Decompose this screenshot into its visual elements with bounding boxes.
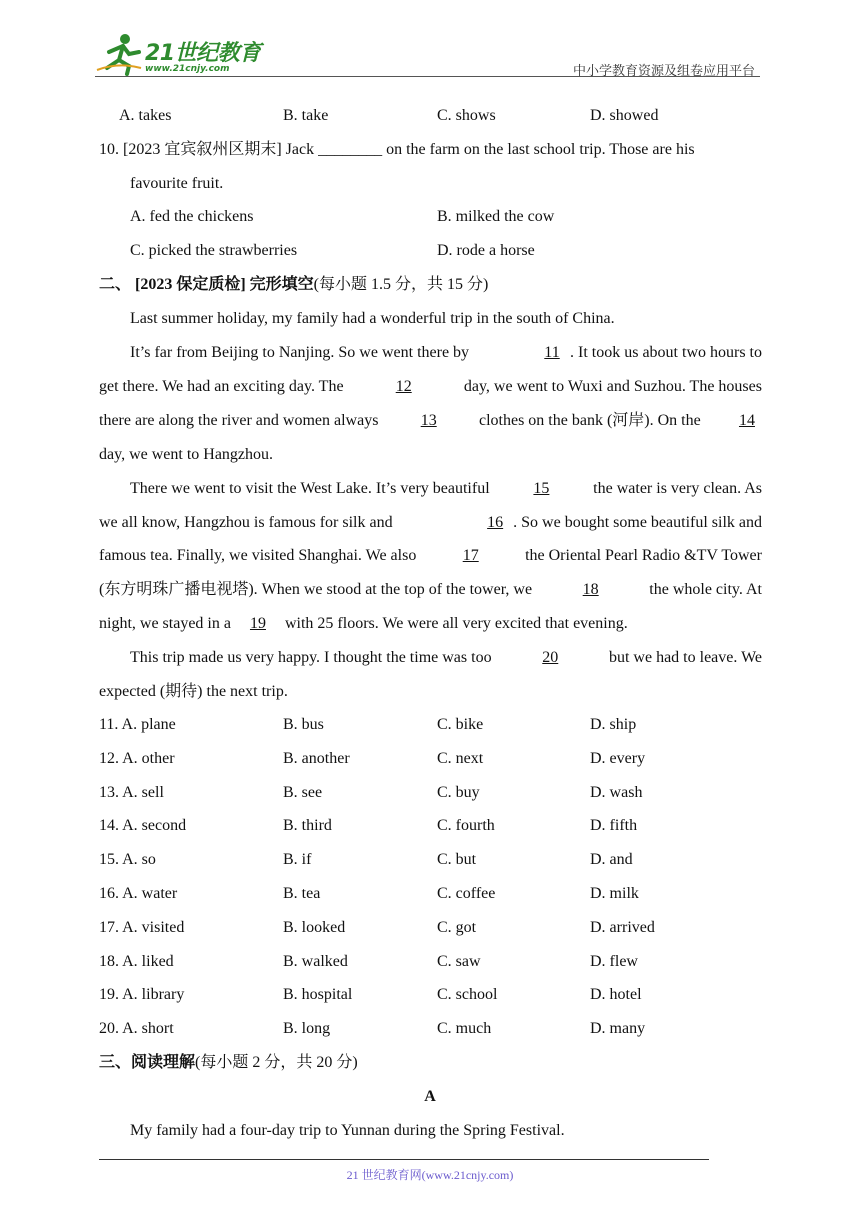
section2-heading — [99, 275, 488, 295]
passage-line — [130, 648, 762, 668]
answer-option: D. hotel — [590, 986, 642, 1003]
answer-option: B. see — [283, 784, 323, 801]
answer-option: D. wash — [590, 784, 643, 801]
answer-option: D. flew — [590, 953, 638, 970]
passage-text: . It took us about two hours to — [570, 344, 762, 361]
q10-option-a: A. fed the chickens — [130, 208, 254, 225]
passage-text: (东方明珠广播电视塔). When we stood at the top of the tower, we — [99, 581, 533, 598]
answer-option: 19. A. library — [99, 986, 185, 1003]
answer-option: 17. A. visited — [99, 919, 185, 936]
footer-divider — [99, 1159, 709, 1160]
section3-score: (每小题 2 分，共 20 分) — [195, 1054, 358, 1071]
passage-line — [99, 614, 628, 634]
answer-option: B. looked — [283, 919, 346, 936]
passage-text: It’s far from Beijing to Nanjing. So we went there by — [130, 344, 470, 361]
logo-url: www.21cnjy.com — [145, 64, 230, 74]
blank-16: 16 — [487, 514, 504, 531]
passage-text: the whole city. At — [649, 581, 762, 598]
answer-option: C. next — [437, 750, 484, 767]
answer-option: C. school — [437, 986, 498, 1003]
answer-option: C. much — [437, 1020, 492, 1037]
q9-option-c: C. shows — [437, 107, 496, 124]
passage-line — [99, 546, 762, 566]
answer-option: 11. A. plane — [99, 716, 176, 733]
header-divider — [95, 76, 760, 77]
answer-option: 15. A. so — [99, 851, 156, 868]
blank-17: 17 — [462, 547, 479, 564]
answer-option: D. arrived — [590, 919, 655, 936]
answer-option: D. every — [590, 750, 646, 767]
header-slogan: 中小学教育资源及组卷应用平台 — [572, 64, 755, 79]
blank-19: 19 — [249, 615, 266, 632]
passage-line: day, we went to Hangzhou. — [99, 446, 274, 463]
answer-option: 18. A. liked — [99, 953, 174, 970]
page-footer: 21 世纪教育网(www.21cnjy.com) — [346, 1168, 514, 1182]
q10-option-c: C. picked the strawberries — [130, 242, 298, 259]
passage-text: clothes on the bank (河岸). On the — [478, 412, 701, 429]
passage-text: . So we bought some beautiful silk and — [513, 514, 762, 531]
section2-title: 二、 [2023 保定质检] 完形填空 — [99, 276, 314, 293]
passage-line — [130, 479, 762, 499]
blank-20: 20 — [542, 649, 559, 666]
answer-option: 13. A. sell — [99, 784, 164, 801]
passage-text: there are along the river and women always — [99, 412, 379, 429]
blank-13: 13 — [420, 412, 437, 429]
section2-score: (每小题 1.5 分，共 15 分) — [313, 276, 489, 293]
answer-option: B. walked — [283, 953, 348, 970]
section3-heading — [99, 1053, 358, 1073]
answer-option: C. coffee — [437, 885, 496, 902]
passage-text: the water is very clean. As — [593, 480, 762, 497]
passage-line — [99, 513, 762, 533]
answer-option: B. if — [283, 851, 312, 868]
logo-text: 21世纪教育 — [145, 41, 261, 66]
answer-option: B. third — [283, 817, 332, 834]
passage-text: but we had to leave. We — [608, 649, 762, 666]
passage-text: This trip made us very happy. I thought the time was too — [130, 649, 492, 666]
passage-text: with 25 floors. We were all very excited that evening. — [284, 615, 628, 632]
answer-option: B. another — [283, 750, 350, 767]
passage-text: get there. We had an exciting day. The — [99, 378, 344, 395]
passage-line: expected (期待) the next trip. — [99, 683, 288, 700]
blank-14: 14 — [738, 412, 755, 429]
section3-title: 三、阅读理解 — [99, 1054, 196, 1071]
blank-18: 18 — [582, 581, 599, 598]
answer-option: B. bus — [283, 716, 324, 733]
passage-text: we all know, Hangzhou is famous for silk and — [99, 514, 393, 531]
passage-text: day, we went to Wuxi and Suzhou. The houses — [463, 378, 762, 395]
answer-option: B. tea — [283, 885, 321, 902]
q9-option-d: D. showed — [590, 107, 659, 124]
passage-line — [99, 580, 762, 600]
passage-text: There we went to visit the West Lake. It’s very beautiful — [130, 480, 490, 497]
q10-option-d: D. rode a horse — [437, 242, 535, 259]
answer-option: 12. A. other — [99, 750, 175, 767]
page-header — [95, 30, 760, 78]
blank-11: 11 — [544, 344, 560, 361]
q9-option-b: B. take — [283, 107, 329, 124]
q10-stem-cont: favourite fruit. — [130, 175, 224, 192]
site-logo — [95, 32, 265, 76]
answer-option: 20. A. short — [99, 1020, 174, 1037]
answer-option: D. and — [590, 851, 633, 868]
answer-option: C. got — [437, 919, 477, 936]
passage-text: night, we stayed in a — [99, 615, 231, 632]
answer-option: D. many — [590, 1020, 646, 1037]
q10-stem: 10. [2023 宜宾叙州区期末] Jack ________ on the farm on the last school trip. Those are his — [99, 141, 695, 158]
reading-part-label: A — [424, 1088, 436, 1105]
passage-text: the Oriental Pearl Radio &TV Tower — [525, 547, 762, 564]
q10-option-b: B. milked the cow — [437, 208, 555, 225]
blank-15: 15 — [533, 480, 550, 497]
answer-option: D. ship — [590, 716, 637, 733]
passage-text: famous tea. Finally, we visited Shanghai. We also — [99, 547, 417, 564]
passage-line — [99, 411, 762, 431]
answer-option: C. fourth — [437, 817, 495, 834]
answer-option: C. buy — [437, 784, 480, 801]
answer-option: C. bike — [437, 716, 484, 733]
answer-option: C. but — [437, 851, 477, 868]
blank-12: 12 — [395, 378, 412, 395]
q9-option-a: A. takes — [119, 107, 172, 124]
answer-option: 16. A. water — [99, 885, 178, 902]
passage-line — [99, 377, 762, 397]
answer-option: C. saw — [437, 953, 481, 970]
reading-first-line: My family had a four-day trip to Yunnan during the Spring Festival. — [130, 1122, 565, 1139]
passage-line: Last summer holiday, my family had a wonderful trip in the south of China. — [130, 310, 615, 327]
passage-line — [130, 343, 762, 363]
answer-option: D. fifth — [590, 817, 638, 834]
answer-option: B. long — [283, 1020, 331, 1037]
answer-option: 14. A. second — [99, 817, 187, 834]
runner-icon — [95, 32, 143, 76]
answer-option: B. hospital — [283, 986, 353, 1003]
answer-option: D. milk — [590, 885, 639, 902]
